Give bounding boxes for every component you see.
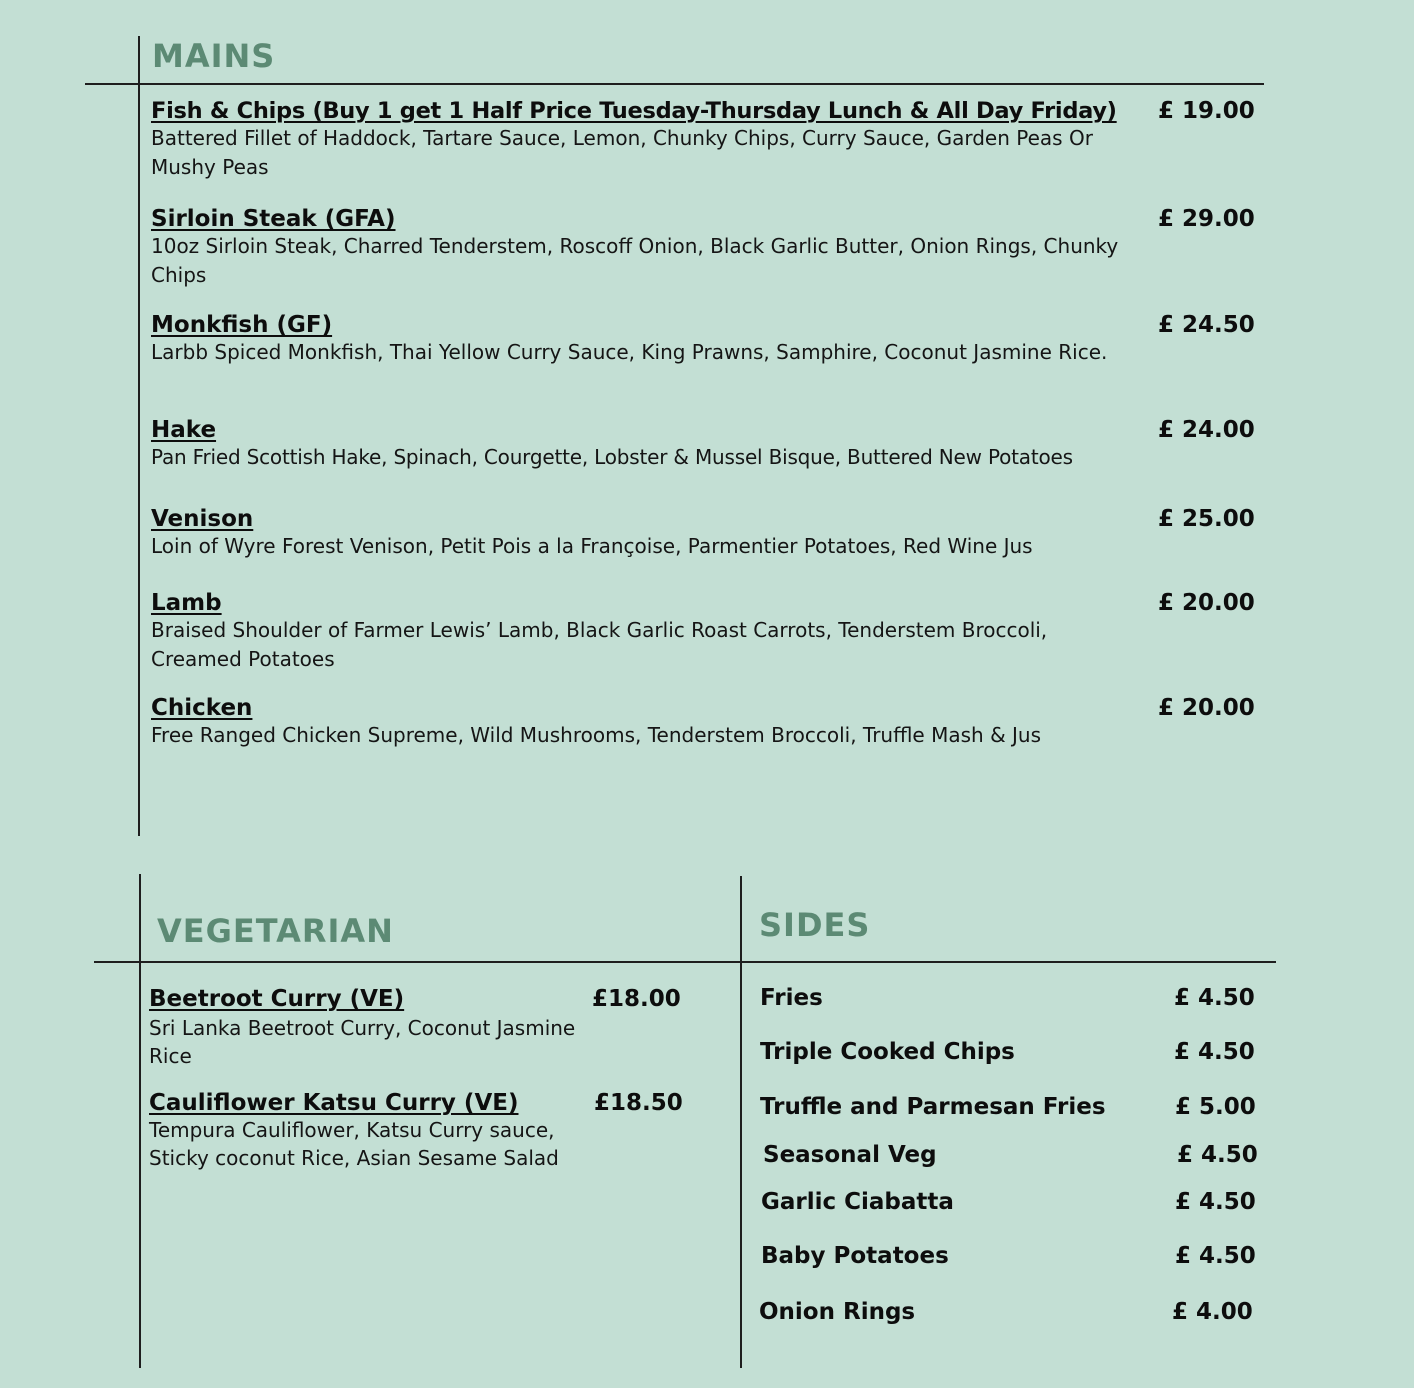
item-name: Monkfish (GF) [151,312,333,338]
vegetarian-heading: VEGETARIAN [157,912,394,950]
item-description: Free Ranged Chicken Supreme, Wild Mushrooms, Tenderstem Broccoli, Truffle Mash & Jus [151,723,1042,747]
lower-horizontal-rule [94,961,1276,963]
item-name: Lamb [151,590,222,616]
item-price: £ 24.50 [1158,312,1255,338]
mains-heading: MAINS [152,37,276,75]
item-name: Sirloin Steak (GFA) [151,206,396,232]
side-item-name: Garlic Ciabatta [761,1189,954,1215]
mains-horizontal-rule [85,83,1264,85]
mains-vertical-rule [138,36,140,836]
item-price: £18.50 [594,1090,683,1116]
menu-item-fish-and-chips [151,98,1136,182]
item-description: Sri Lanka Beetroot Curry, Coconut Jasmine Rice [149,1016,576,1068]
item-description: Tempura Cauliflower, Katsu Curry sauce, Sticky coconut Rice, Asian Sesame Salad [149,1118,559,1170]
side-item-price: £ 4.50 [1175,1243,1256,1269]
menu-item-monkfish [151,312,1136,367]
side-item-price: £ 4.00 [1172,1299,1253,1325]
item-description: Battered Fillet of Haddock, Tartare Sauce, Lemon, Chunky Chips, Curry Sauce, Garden Peas Or Mushy Peas [151,126,1093,179]
menu-item-beetroot-curry [149,986,589,1070]
item-name: Fish & Chips (Buy 1 get 1 Half Price Tuesday-Thursday Lunch & All Day Friday) [151,98,1117,124]
item-price: £ 29.00 [1158,206,1255,232]
item-price: £ 20.00 [1158,590,1255,616]
item-price: £ 24.00 [1158,417,1255,443]
sides-heading: SIDES [759,906,871,944]
side-item-name: Onion Rings [759,1299,916,1325]
side-item-price: £ 4.50 [1174,985,1255,1011]
item-description: Larbb Spiced Monkfish, Thai Yellow Curry Sauce, King Prawns, Samphire, Coconut Jasmine Rice. [151,340,1108,364]
side-item-name: Truffle and Parmesan Fries [760,1094,1106,1120]
side-item-name: Triple Cooked Chips [760,1039,1015,1065]
vegetarian-vertical-rule [139,874,141,1368]
side-item-price: £ 4.50 [1175,1189,1256,1215]
menu-item-hake [151,417,1136,472]
sides-vertical-rule [740,876,742,1368]
menu-item-sirloin-steak [151,206,1136,290]
side-item-price: £ 5.00 [1175,1094,1256,1120]
item-name: Hake [151,417,217,443]
menu-item-lamb [151,590,1136,674]
item-name: Venison [151,506,254,532]
side-item-name: Fries [760,985,823,1011]
menu-item-chicken [151,695,1136,750]
item-name: Chicken [151,695,253,721]
item-name: Cauliflower Katsu Curry (VE) [149,1090,519,1116]
menu-item-venison [151,506,1136,561]
side-item-name: Baby Potatoes [761,1243,949,1269]
item-description: Pan Fried Scottish Hake, Spinach, Courgette, Lobster & Mussel Bisque, Buttered New Potatoes [151,445,1073,469]
item-description: 10oz Sirloin Steak, Charred Tenderstem, Roscoff Onion, Black Garlic Butter, Onion Rings, Chunky Chips [151,234,1119,287]
item-price: £ 25.00 [1158,506,1255,532]
item-description: Braised Shoulder of Farmer Lewis’ Lamb, Black Garlic Roast Carrots, Tenderstem Broccoli, Creamed Potatoes [151,618,1048,671]
item-price: £ 19.00 [1158,98,1255,124]
menu-item-cauliflower-katsu-curry [149,1090,589,1172]
item-description: Loin of Wyre Forest Venison, Petit Pois a la Françoise, Parmentier Potatoes, Red Wine Jus [151,534,1033,558]
item-name: Beetroot Curry (VE) [149,986,405,1012]
side-item-price: £ 4.50 [1177,1142,1258,1168]
item-price: £18.00 [592,986,681,1012]
side-item-price: £ 4.50 [1174,1039,1255,1065]
side-item-name: Seasonal Veg [763,1142,937,1168]
item-price: £ 20.00 [1158,695,1255,721]
